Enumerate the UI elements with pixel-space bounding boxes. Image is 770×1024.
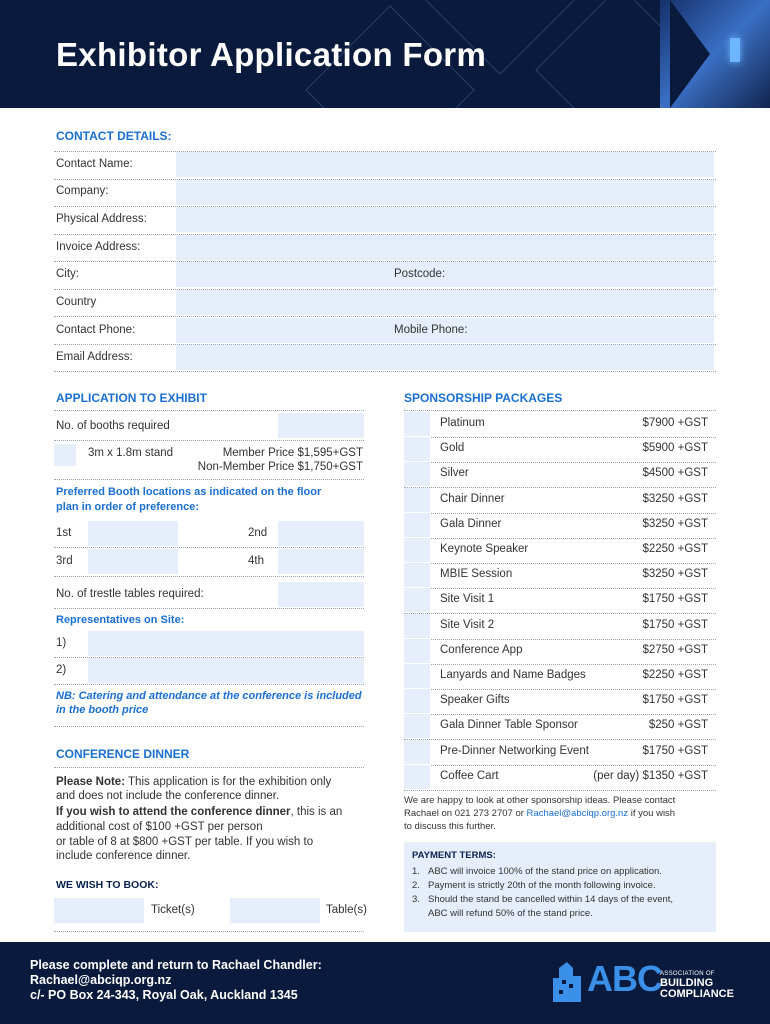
sponsorship-name: Site Visit 2 (440, 619, 495, 631)
fourth-field[interactable] (278, 549, 364, 574)
sponsorship-name: Chair Dinner (440, 493, 505, 505)
wish-rest: , this is an (290, 806, 343, 818)
divider (54, 767, 364, 768)
sponsorship-checkbox[interactable] (404, 714, 430, 738)
sponsorship-price: $2250 +GST (642, 543, 708, 555)
physical-address-field[interactable] (176, 207, 714, 232)
sponsorship-item (404, 689, 714, 714)
sponsorship-checkbox[interactable] (404, 689, 430, 713)
preferred-line-2: plan in order of preference: (56, 501, 200, 513)
divider (54, 576, 364, 577)
sponsorship-checkbox[interactable] (404, 513, 430, 537)
rep-1-field[interactable] (88, 631, 364, 656)
abc-logo (547, 958, 747, 1004)
divider (54, 410, 364, 411)
stand-label: 3m x 1.8m stand (88, 447, 174, 459)
ideas-line-2 (404, 808, 675, 819)
ideas-text-b: if you wish (628, 808, 676, 819)
payment-term-item (412, 907, 708, 921)
divider (54, 371, 716, 372)
third-label: 3rd (56, 555, 73, 567)
reps-heading: Representatives on Site: (56, 614, 185, 626)
sponsorship-name: Platinum (440, 417, 485, 429)
email-label: Email Address: (56, 351, 133, 363)
postcode-label: Postcode: (394, 268, 446, 280)
second-field[interactable] (278, 521, 364, 546)
preferred-line-1: Preferred Booth locations as indicated on the floor (56, 486, 322, 498)
booths-field[interactable] (278, 413, 364, 438)
wish-bold: If you wish to attend the conference dinner (56, 806, 291, 818)
nonmember-price: Non-Member Price $1,750+GST (197, 461, 363, 473)
nb-line-1: NB: Catering and attendance at the conference is included (56, 690, 362, 702)
sponsorship-name: Keynote Speaker (440, 543, 529, 555)
rep-1-label: 1) (56, 637, 67, 649)
payment-terms-box (404, 842, 716, 932)
sponsorship-name: Lanyards and Name Badges (440, 669, 586, 681)
sponsorship-checkbox[interactable] (404, 488, 430, 512)
application-heading: APPLICATION TO EXHIBIT (56, 391, 207, 405)
sponsorship-item (404, 664, 714, 689)
sponsorship-checkbox[interactable] (404, 614, 430, 638)
tickets-field[interactable] (54, 898, 144, 923)
booths-label: No. of booths required (56, 420, 170, 432)
contact-heading: CONTACT DETAILS: (56, 129, 172, 143)
page-title: Exhibitor Application Form (56, 36, 487, 73)
sponsorship-item (404, 639, 714, 664)
sponsorship-price: $5900 +GST (642, 442, 708, 454)
rep-2-field[interactable] (88, 658, 364, 683)
sponsorship-item (404, 488, 714, 513)
sponsorship-checkbox[interactable] (404, 639, 430, 663)
term-text: Payment is strictly 20th of the month following invoice. (428, 880, 656, 891)
sponsorship-price: $3250 +GST (642, 493, 708, 505)
tables-field[interactable] (230, 898, 320, 923)
contact-name-label: Contact Name: (56, 158, 133, 170)
building-icon (547, 958, 587, 1002)
dinner-cost-line-3: include conference dinner. (56, 850, 191, 862)
sponsorship-name: Gold (440, 442, 465, 454)
sponsorship-item (404, 740, 714, 765)
dinner-wish-line (56, 806, 342, 818)
city-field[interactable] (176, 262, 508, 287)
divider (404, 790, 716, 791)
term-text: ABC will invoice 100% of the stand price on application. (428, 866, 662, 877)
term-text: Should the stand be cancelled within 14 days of the event, (428, 894, 674, 905)
dinner-note-line-2: and does not include the conference dinner. (56, 790, 280, 802)
third-field[interactable] (88, 549, 178, 574)
company-label: Company: (56, 185, 109, 197)
sponsorship-checkbox[interactable] (404, 588, 430, 612)
dinner-note-line-1 (56, 776, 331, 788)
ideas-line-3: to discuss this further. (404, 821, 496, 832)
tickets-label: Ticket(s) (151, 904, 195, 916)
sponsorship-item (404, 588, 714, 613)
sponsorship-item (404, 437, 714, 462)
payment-term-item (412, 893, 708, 907)
term-text: ABC will refund 50% of the stand price. (428, 908, 593, 919)
sponsorship-name: MBIE Session (440, 568, 513, 580)
term-number: 2. (412, 880, 420, 891)
footer-line-1: Please complete and return to Rachael Chandler: (30, 958, 322, 972)
sponsorship-price: $3250 +GST (642, 568, 708, 580)
sponsorship-price: $1750 +GST (642, 619, 708, 631)
header-accent-cut (670, 0, 710, 108)
logo-compliance: COMPLIANCE (660, 988, 734, 1000)
sponsorship-item (404, 765, 714, 790)
sponsorship-name: Conference App (440, 644, 523, 656)
term-number: 1. (412, 866, 420, 877)
company-field[interactable] (176, 180, 714, 205)
dinner-cost-line-2: or table of 8 at $800 +GST per table. If you wish to (56, 836, 314, 848)
payment-term-item (412, 865, 708, 879)
sponsorship-checkbox[interactable] (404, 664, 430, 688)
sponsorship-price: $1750 +GST (642, 593, 708, 605)
country-label: Country (56, 296, 97, 308)
logo-association: ASSOCIATION OF (660, 971, 715, 977)
sponsorship-name: Gala Dinner (440, 518, 502, 530)
header-banner (0, 0, 770, 108)
divider (404, 410, 716, 411)
rep-2-label: 2) (56, 664, 67, 676)
header-glow (730, 38, 740, 62)
sponsorship-name: Silver (440, 467, 469, 479)
term-number: 3. (412, 894, 420, 905)
sponsorship-name: Pre-Dinner Networking Event (440, 745, 589, 757)
country-field[interactable] (176, 290, 714, 315)
divider (54, 479, 364, 480)
invoice-address-label: Invoice Address: (56, 241, 141, 253)
invoice-address-field[interactable] (176, 235, 714, 260)
divider (54, 547, 364, 548)
logo-building: BUILDING (660, 977, 714, 989)
nb-line-2: in the booth price (56, 704, 149, 716)
trestle-field[interactable] (278, 582, 364, 607)
payment-heading: PAYMENT TERMS: (412, 850, 496, 861)
email-field[interactable] (176, 345, 714, 370)
sponsorship-checkbox[interactable] (404, 740, 430, 764)
physical-address-label: Physical Address: (56, 213, 147, 225)
postcode-field[interactable] (508, 262, 714, 287)
second-label: 2nd (248, 527, 268, 539)
logo-abc: ABC (587, 958, 662, 999)
sponsorship-price: $7900 +GST (642, 417, 708, 429)
sponsorship-price: $4500 +GST (642, 467, 708, 479)
sponsorship-price: $250 +GST (648, 719, 708, 731)
book-heading: WE WISH TO BOOK: (56, 879, 159, 891)
footer-email[interactable]: Rachael@abciqp.org.nz (30, 973, 172, 987)
sponsorship-item (404, 513, 714, 538)
trestle-label: No. of trestle tables required: (56, 588, 204, 600)
sponsorship-name: Coffee Cart (440, 770, 499, 782)
sponsorship-checkbox[interactable] (404, 538, 430, 562)
sponsorship-price: (per day) $1350 +GST (593, 770, 708, 782)
divider (54, 931, 364, 932)
divider (54, 440, 364, 441)
contact-name-field[interactable] (176, 152, 714, 177)
first-field[interactable] (88, 521, 178, 546)
sponsorship-name: Speaker Gifts (440, 694, 510, 706)
city-label: City: (56, 268, 79, 280)
ideas-line-1: We are happy to look at other sponsorship ideas. Please contact (404, 795, 676, 806)
sponsorship-price: $2750 +GST (642, 644, 708, 656)
divider (54, 316, 716, 317)
payment-term-item (412, 879, 708, 893)
sponsorship-checkbox[interactable] (404, 437, 430, 461)
sponsorship-price: $3250 +GST (642, 518, 708, 530)
divider (54, 726, 364, 727)
please-note: Please Note: (56, 776, 126, 788)
note-rest: This application is for the exhibition only (125, 776, 332, 788)
ideas-text-a: Rachael on 021 273 2707 or (404, 808, 527, 819)
ideas-email-link[interactable]: Rachael@abciqp.org.nz (526, 808, 629, 819)
dinner-cost-line-1: additional cost of $100 +GST per person (56, 821, 263, 833)
sponsorship-price: $1750 +GST (642, 745, 708, 757)
sponsorship-checkbox[interactable] (404, 412, 430, 436)
sponsorship-heading: SPONSORSHIP PACKAGES (404, 391, 563, 405)
sponsorship-item (404, 614, 714, 639)
mobile-phone-field[interactable] (508, 318, 714, 343)
first-label: 1st (56, 527, 72, 539)
footer-address: c/- PO Box 24-343, Royal Oak, Auckland 1345 (30, 988, 298, 1002)
sponsorship-item (404, 412, 714, 437)
divider (54, 608, 364, 609)
contact-phone-label: Contact Phone: (56, 324, 136, 336)
sponsorship-item (404, 714, 714, 739)
sponsorship-price: $1750 +GST (642, 694, 708, 706)
member-price: Member Price $1,595+GST (222, 447, 363, 459)
stand-checkbox[interactable] (54, 444, 76, 466)
sponsorship-price: $2250 +GST (642, 669, 708, 681)
fourth-label: 4th (248, 555, 264, 567)
sponsorship-item (404, 563, 714, 588)
sponsorship-name: Gala Dinner Table Sponsor (440, 719, 578, 731)
sponsorship-item (404, 538, 714, 563)
sponsorship-checkbox[interactable] (404, 765, 430, 789)
sponsorship-checkbox[interactable] (404, 563, 430, 587)
sponsorship-name: Site Visit 1 (440, 593, 495, 605)
divider (54, 684, 364, 685)
tables-label: Table(s) (326, 904, 367, 916)
dinner-heading: CONFERENCE DINNER (56, 747, 190, 761)
sponsorship-item (404, 462, 714, 487)
mobile-phone-label: Mobile Phone: (394, 324, 468, 336)
sponsorship-checkbox[interactable] (404, 462, 430, 486)
